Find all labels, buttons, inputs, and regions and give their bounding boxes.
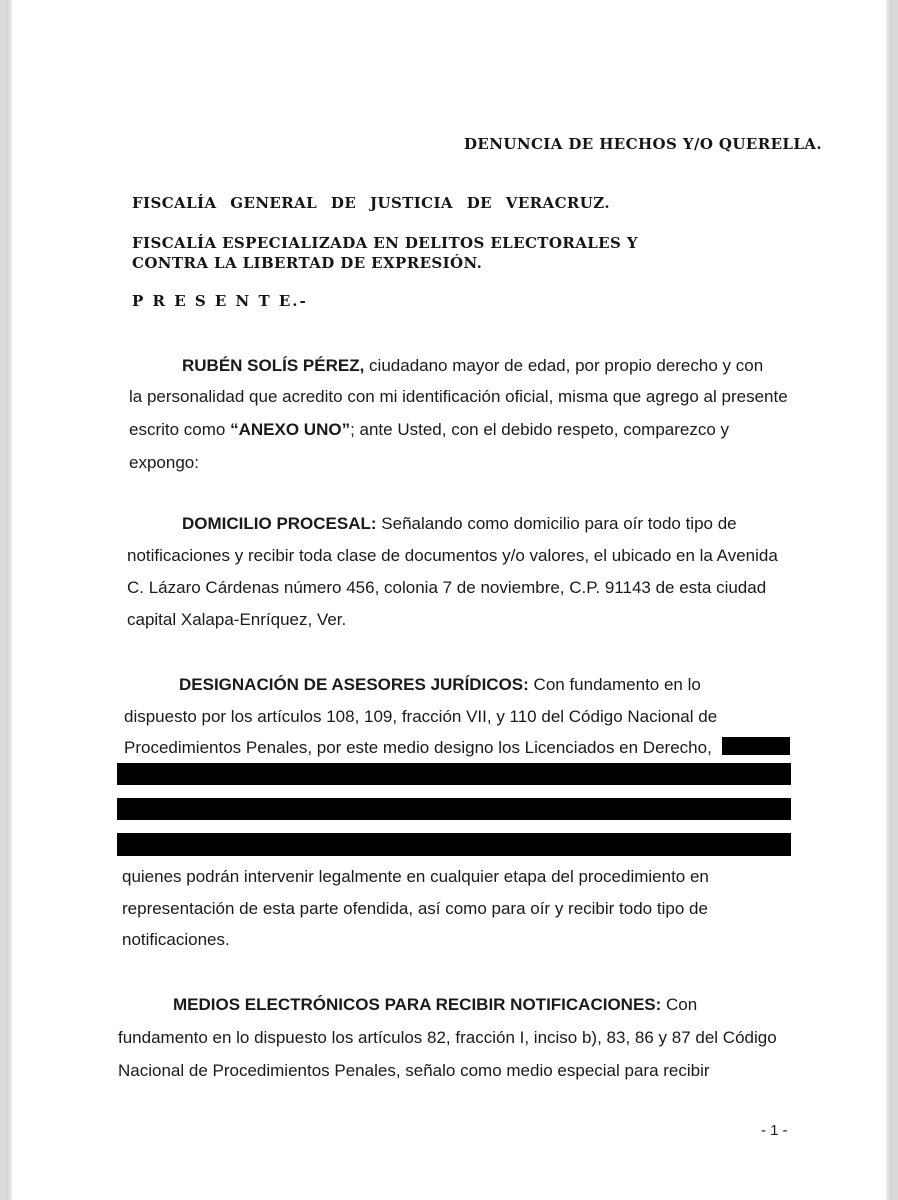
asesores-line-1 (179, 675, 701, 695)
addressee-line-1 (132, 194, 610, 212)
addressee-word: DE (330, 194, 357, 212)
asesores-text: Con fundamento en lo (533, 675, 701, 694)
domicilio-text: Señalando como domicilio para oír todo tipo de (381, 514, 737, 533)
redaction-bar (722, 737, 790, 755)
medios-text: Con (666, 995, 698, 1014)
intro-line-4: expongo: (129, 453, 199, 472)
redaction-bar (117, 798, 791, 820)
asesores-line-2: dispuesto por los artículos 108, 109, fracción VII, y 110 del Código Nacional de (124, 707, 718, 726)
addressee-word: VERACRUZ. (505, 194, 610, 212)
domicilio-label: DOMICILIO PROCESAL: (182, 514, 377, 533)
addressee-word: JUSTICIA (369, 194, 453, 212)
domicilio-line-2: notificaciones y recibir toda clase de documentos y/o valores, el ubicado en la Avenida (127, 546, 778, 565)
intro-line-2: la personalidad que acredito con mi identificación oficial, misma que agrego al presente (129, 387, 788, 406)
asesores-line-3: Procedimientos Penales, por este medio designo los Licenciados en Derecho, (124, 738, 712, 757)
domicilio-line-3: C. Lázaro Cárdenas número 456, colonia 7 de noviembre, C.P. 91143 de esta ciudad (127, 578, 767, 597)
domicilio-line-4: capital Xalapa-Enríquez, Ver. (127, 610, 347, 629)
intro-text: escrito como (129, 420, 226, 439)
presente-label: P R E S E N T E.- (132, 292, 308, 310)
intro-text: ; ante Usted, con el debido respeto, comparezco y (350, 420, 730, 439)
addressee-line-2: FISCALÍA ESPECIALIZADA EN DELITOS ELECTORALES Y (132, 234, 638, 252)
medios-line-3: Nacional de Procedimientos Penales, señalo como medio especial para recibir (118, 1061, 710, 1080)
medios-line-1 (173, 995, 697, 1015)
page-number: - 1 - (761, 1122, 788, 1139)
addressee-line-3: CONTRA LA LIBERTAD DE EXPRESIÓN. (132, 254, 483, 272)
document-title: DENUNCIA DE HECHOS Y/O QUERELLA. (464, 135, 822, 153)
redaction-bar (117, 833, 791, 856)
medios-line-2: fundamento en lo dispuesto los artículos 82, fracción I, inciso b), 83, 86 y 87 del Código (118, 1028, 777, 1047)
page-edge-left (6, 0, 12, 1200)
asesores-line-4: quienes podrán intervenir legalmente en cualquier etapa del procedimiento en (122, 867, 709, 886)
addressee-word: GENERAL (230, 194, 318, 212)
asesores-line-5: representación de esta parte ofendida, así como para oír y recibir todo tipo de (122, 899, 708, 918)
asesores-line-6: notificaciones. (122, 930, 230, 949)
addressee-word: FISCALÍA (132, 194, 217, 212)
domicilio-line-1 (182, 514, 737, 534)
addressee-word: DE (466, 194, 492, 212)
medios-label: MEDIOS ELECTRÓNICOS PARA RECIBIR NOTIFICACIONES: (173, 995, 662, 1014)
intro-text: ciudadano mayor de edad, por propio derecho y con (369, 356, 764, 375)
document-page (6, 0, 892, 1200)
redaction-bar (117, 763, 791, 785)
intro-line-1 (182, 356, 763, 376)
annex-reference: “ANEXO UNO” (230, 420, 351, 439)
intro-line-3 (129, 420, 729, 440)
asesores-label: DESIGNACIÓN DE ASESORES JURÍDICOS: (179, 675, 529, 694)
complainant-name: RUBÉN SOLÍS PÉREZ, (182, 356, 365, 375)
page-edge-right (886, 0, 892, 1200)
